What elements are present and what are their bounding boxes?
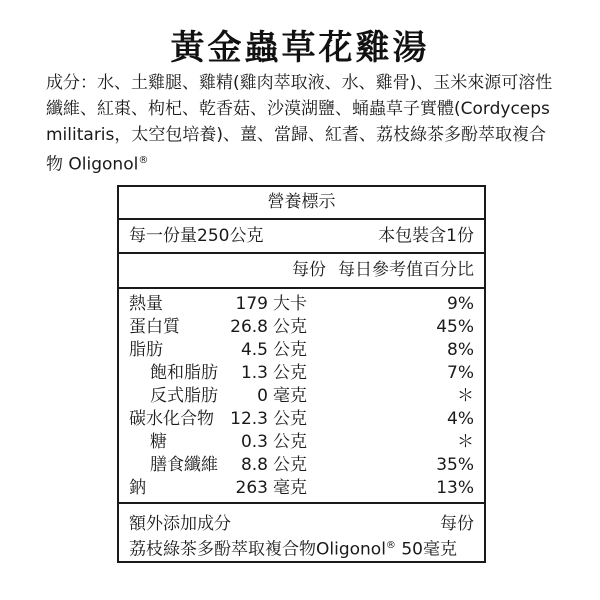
nutrient-dv: 45% [436, 317, 474, 337]
nutrient-row-protein [119, 316, 484, 339]
nutrient-rows [119, 289, 484, 504]
nutrient-row-calories [119, 293, 484, 316]
extra-item-amount: 50毫克 [395, 539, 457, 560]
servings-per-package: 本包裝含1份 [378, 226, 474, 246]
serving-size: 每一份量250公克 [129, 226, 264, 246]
nutrient-name: 反式脂肪 [150, 386, 218, 406]
nutrient-row-sodium [119, 477, 484, 500]
nutrient-row-sugar [119, 431, 484, 454]
extra-ingredients-section [119, 504, 484, 561]
nutrient-dv: 7% [447, 363, 474, 383]
nutrient-unit: 毫克 [273, 386, 307, 406]
ingredients-text: 成分：水、土雞腿、雞精(雞肉萃取液、水、雞骨)、玉米來源可溶性纖維、紅棗、枸杞、乾香菇、沙漠湖鹽、蛹蟲草子實體(Cordyceps militaris，太空包培養)、薑、當歸、紅耆、荔枝綠茶多酚萃取複合物 Oligonol [46, 73, 553, 175]
nutrient-amount: 1.3 [240, 363, 268, 383]
nutrient-unit: 公克 [273, 432, 307, 452]
nutrient-name: 碳水化合物 [129, 409, 214, 429]
nutrient-amount: 263 [235, 478, 268, 498]
nutrient-name: 鈉 [129, 478, 146, 498]
nutrient-dv: 8% [447, 340, 474, 360]
nutrient-name: 脂肪 [129, 340, 163, 360]
nutrient-dv: ＊ [457, 386, 474, 406]
nutrient-row-carbohydrate [119, 408, 484, 431]
nutrient-unit: 公克 [273, 409, 307, 429]
nutrient-unit: 公克 [273, 340, 307, 360]
nutrient-dv: 9% [447, 294, 474, 314]
nutrient-name: 蛋白質 [129, 317, 180, 337]
registered-mark: ® [385, 540, 396, 551]
nutrient-name: 膳食纖維 [150, 455, 218, 475]
column-header-row [119, 254, 484, 289]
nutrient-unit: 公克 [273, 455, 307, 475]
nutrient-row-trans-fat [119, 385, 484, 408]
nutrient-unit: 毫克 [273, 478, 307, 498]
nutrient-unit: 公克 [273, 363, 307, 383]
nutrient-amount: 26.8 [230, 317, 268, 337]
extra-item-name: 荔枝綠茶多酚萃取複合物Oligonol [129, 539, 386, 560]
nutrient-row-saturated-fat [119, 362, 484, 385]
nutrient-row-dietary-fiber [119, 454, 484, 477]
column-per-serving: 每份 [292, 260, 326, 280]
registered-mark: ® [138, 155, 149, 166]
nutrient-amount: 12.3 [230, 409, 268, 429]
nutrient-amount: 0 [257, 386, 268, 406]
nutrient-name: 熱量 [129, 294, 163, 314]
extra-heading: 額外添加成分 [129, 514, 231, 534]
nutrient-amount: 0.3 [240, 432, 268, 452]
nutrition-heading: 營養標示 [119, 187, 484, 220]
product-title: 黃金蟲草花雞湯 [170, 28, 430, 68]
nutrient-row-fat [119, 339, 484, 362]
nutrient-amount: 179 [235, 294, 268, 314]
nutrient-name: 糖 [150, 432, 167, 452]
nutrient-dv: ＊ [457, 432, 474, 452]
nutrient-amount: 8.8 [240, 455, 268, 475]
nutrient-unit: 大卡 [273, 294, 307, 314]
nutrition-facts-table [117, 185, 486, 563]
ingredients-list [46, 70, 558, 178]
nutrient-name: 飽和脂肪 [150, 363, 218, 383]
nutrient-unit: 公克 [273, 317, 307, 337]
nutrient-dv: 4% [447, 409, 474, 429]
nutrient-dv: 35% [436, 455, 474, 475]
extra-column-per-serving: 每份 [440, 514, 474, 534]
serving-row [119, 220, 484, 254]
column-daily-value: 每日參考值百分比 [338, 260, 474, 280]
nutrient-amount: 4.5 [240, 340, 268, 360]
nutrient-dv: 13% [436, 478, 474, 498]
extra-item [129, 535, 457, 561]
